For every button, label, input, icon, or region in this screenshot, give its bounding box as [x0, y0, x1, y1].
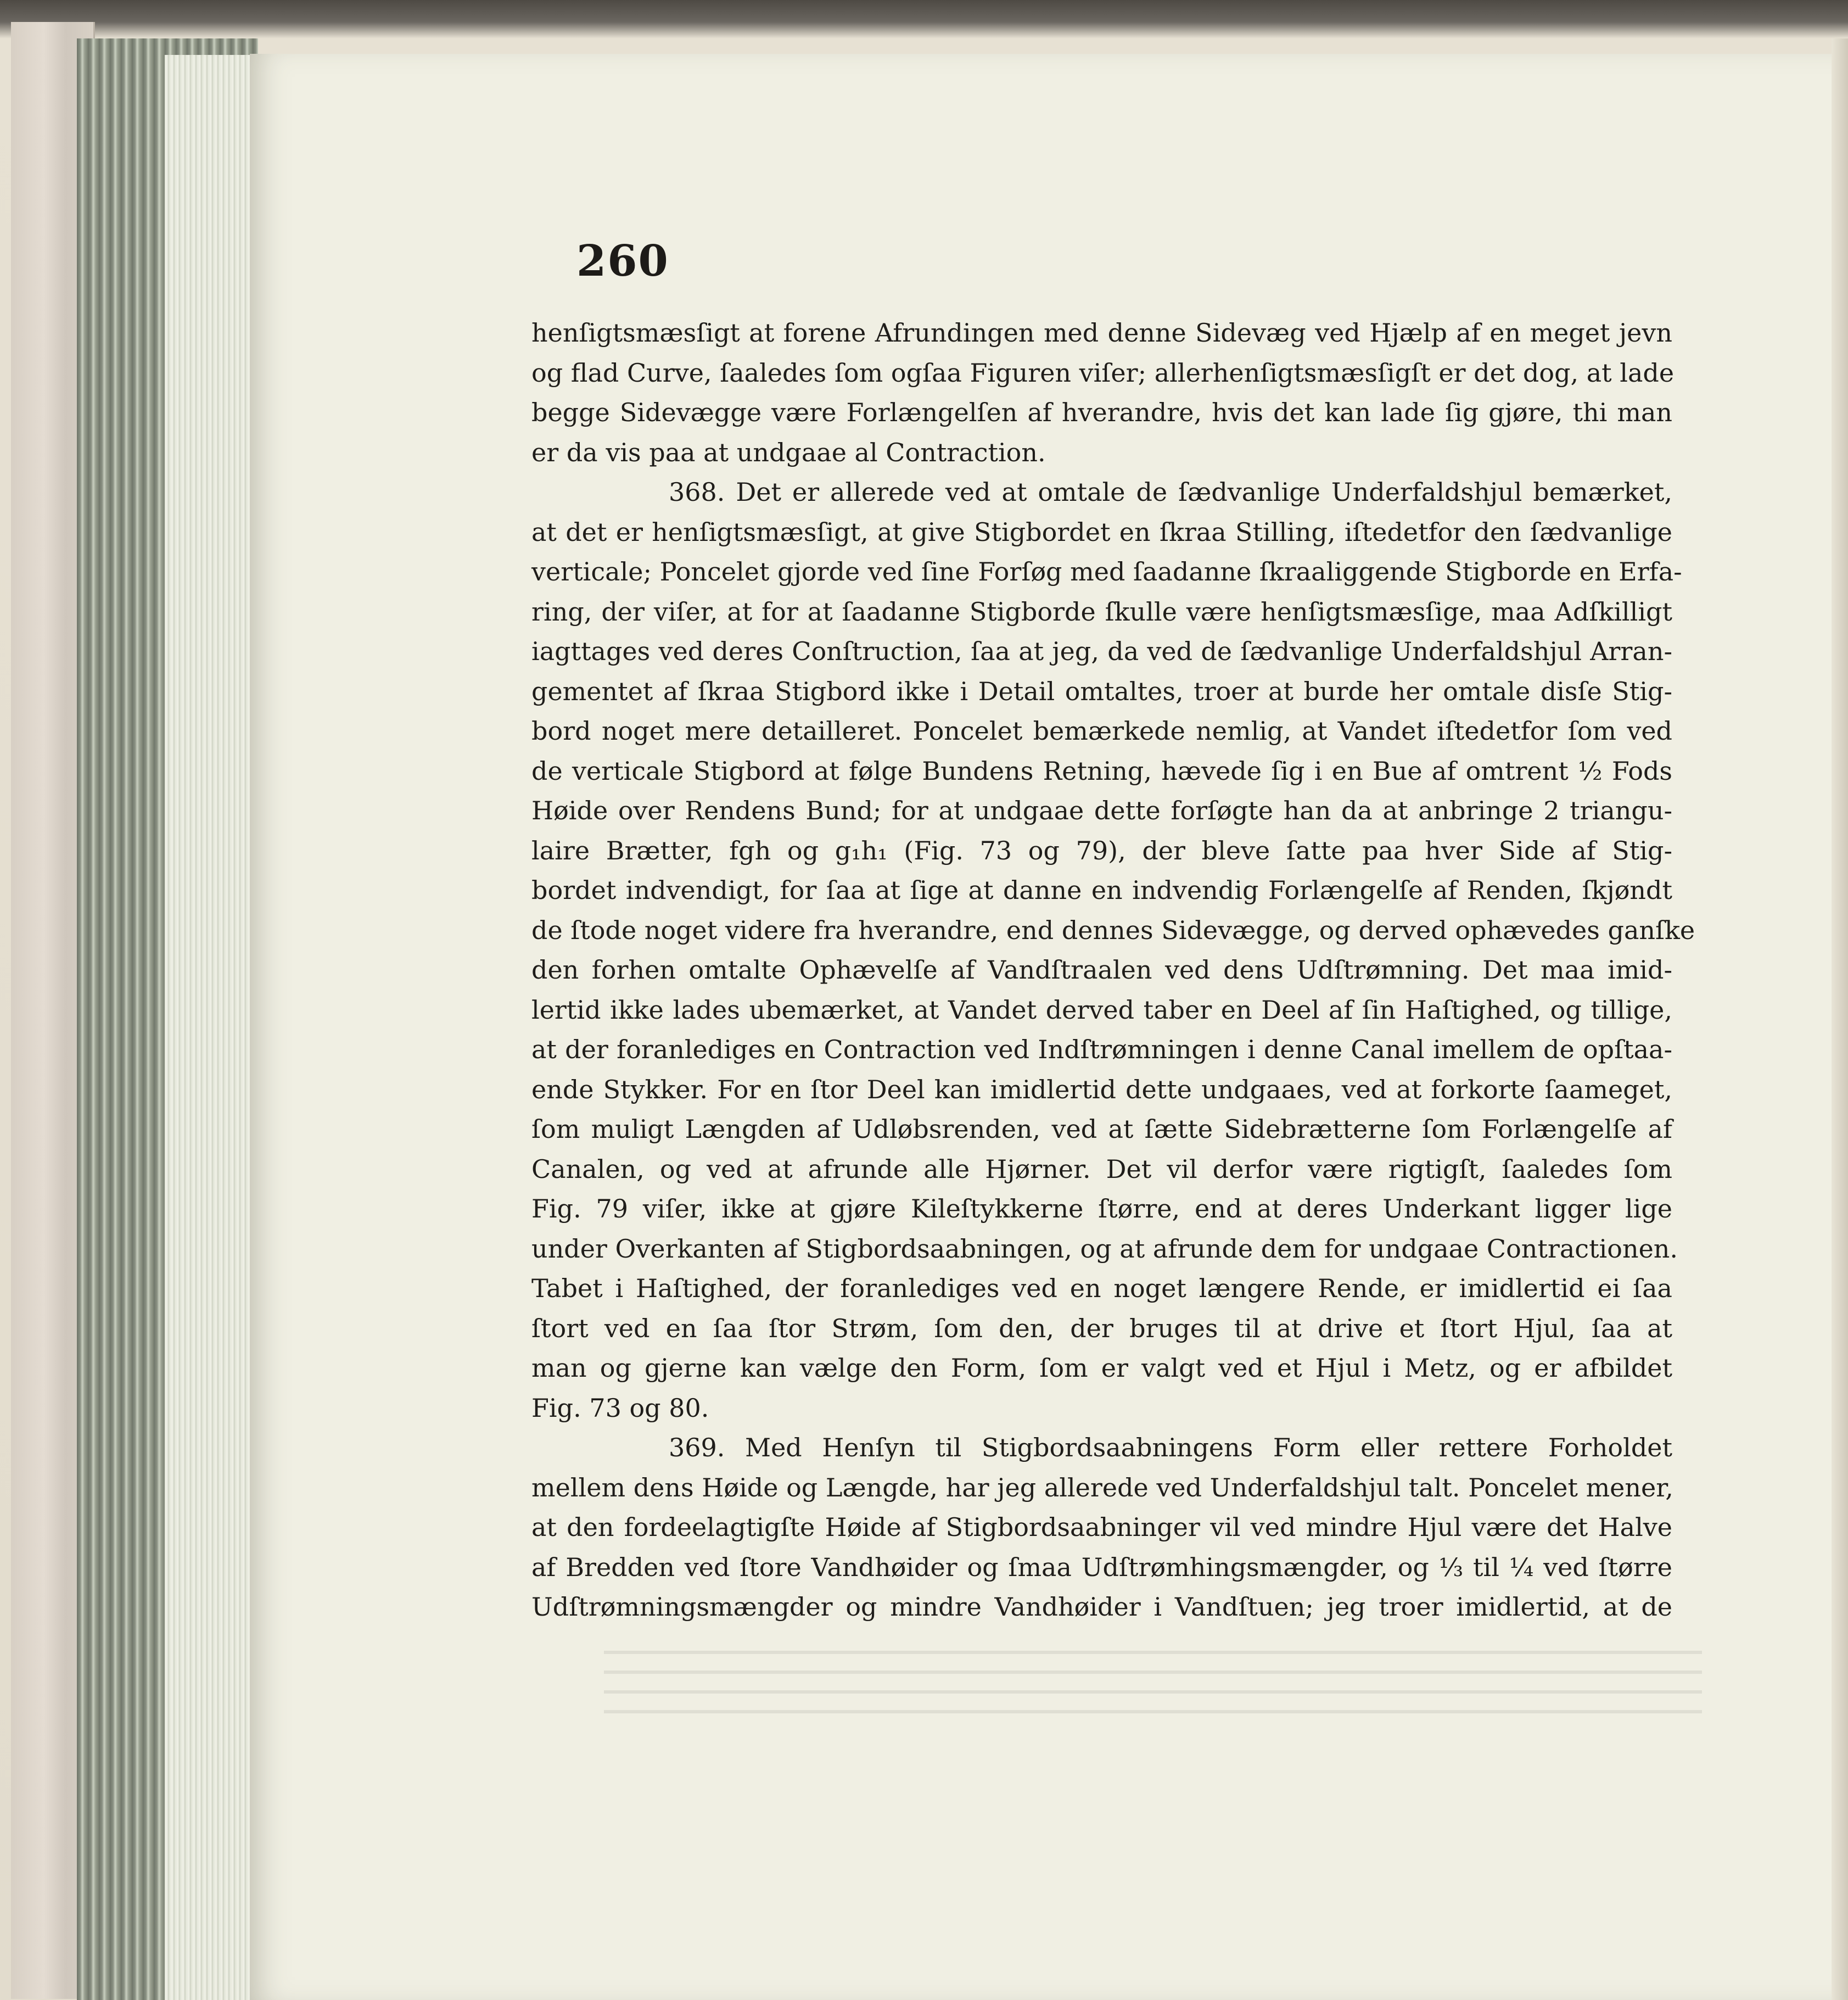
- text-line: de verticale Stigbord at følge Bundens Retning, hævede ſig i en Bue af omtrent ½ Fods: [531, 756, 1672, 786]
- page-number: 260: [576, 236, 669, 286]
- text-line: bordet indvendigt, for ſaa at ſige at danne en indvendig Forlængelſe af Renden, ſkjøndt: [531, 875, 1672, 905]
- text-line: Fig. 73 og 80.: [531, 1393, 709, 1423]
- paragraph-369-start: 369. Med Henſyn til Stigbordsaabningens Form eller rettere Forholdet: [669, 1433, 1672, 1462]
- text-line: at det er henſigtsmæsſigt, at give Stigbordet en ſkraa Stilling, iſtedetfor den ſædvanlige: [531, 517, 1672, 547]
- text-line: de ſtode noget videre fra hverandre, end dennes Sidevægge, og derved ophævedes ganſke: [531, 915, 1695, 945]
- right-page-edge: [1832, 38, 1848, 2000]
- text-line: den forhen omtalte Ophævelſe af Vandſtraalen ved dens Udſtrømning. Det maa imid-: [531, 955, 1672, 985]
- paragraph-368-start: 368. Det er allerede ved at omtale de ſædvanlige Underfaldshjul bemærket,: [669, 477, 1672, 507]
- text-line: er da vis paa at undgaae al Contraction.: [531, 437, 1046, 467]
- text-line: Høide over Rendens Bund; for at undgaae dette forſøgte han da at anbringe 2 triangu-: [531, 796, 1672, 825]
- page-stack-edges-light: [165, 55, 258, 2000]
- text-line: Udſtrømningsmængder og mindre Vandhøider i Vandſtuen; jeg troer imidlertid, at de: [531, 1592, 1672, 1622]
- text-line: henſigtsmæsſigt at forene Afrundingen med denne Sidevæg ved Hjælp af en meget jevn: [531, 318, 1672, 348]
- text-line: ende Stykker. For en ſtor Deel kan imidlertid dette undgaaes, ved at forkorte ſaameget,: [531, 1074, 1672, 1104]
- text-line: gementet af ſkraa Stigbord ikke i Detail omtaltes, troer at burde her omtale disſe Stig-: [531, 676, 1672, 706]
- text-line: lertid ikke lades ubemærket, at Vandet derved taber en Deel af ſin Haſtighed, og tillige,: [531, 995, 1672, 1025]
- text-line: bord noget mere detailleret. Poncelet bemærkede nemlig, at Vandet iſtedetfor ſom ved: [531, 716, 1672, 746]
- text-line: under Overkanten af Stigbordsaabningen, og at afrunde dem for undgaae Contractionen.: [531, 1233, 1678, 1264]
- text-line: og flad Curve, ſaaledes ſom ogſaa Figuren viſer; allerhenſigtsmæsſigſt er det dog, at lade: [531, 357, 1675, 388]
- text-line: ring, der viſer, at for at ſaadanne Stigborde ſkulle være henſigtsmæsſige, maa Adſkilligt: [531, 596, 1672, 627]
- text-line: Canalen, og ved at afrunde alle Hjørner. Det vil derfor være rigtigſt, ſaaledes ſom: [531, 1154, 1672, 1184]
- text-line: Tabet i Haſtighed, der foranlediges ved en noget længere Rende, er imidlertid ei ſaa: [531, 1273, 1672, 1303]
- text-line: af Bredden ved ſtore Vandhøider og ſmaa Udſtrømhingsmængder, og ⅓ til ¼ ved ſtørre: [531, 1552, 1672, 1582]
- text-line: ſom muligt Længden af Udløbsrenden, ved at ſætte Sidebrætterne ſom Forlængelſe af: [531, 1114, 1672, 1144]
- text-line: begge Sidevægge være Forlængelſen af hverandre, hvis det kan lade ſig gjøre, thi man: [531, 398, 1672, 427]
- text-line: verticale; Poncelet gjorde ved ſine Forſøg med ſaadanne ſkraaliggende Stigborde en Erfa-: [531, 557, 1682, 586]
- body-text: [531, 313, 1695, 1627]
- text-line: mellem dens Høide og Længde, har jeg allerede ved Underfaldshjul talt. Poncelet mener,: [531, 1472, 1673, 1502]
- text-line: Fig. 79 viſer, ikke at gjøre Kileſtykkerne ſtørre, end at deres Underkant ligger lige: [531, 1194, 1672, 1224]
- text-line: at den fordeelagtigſte Høide af Stigbordsaabninger vil ved mindre Hjul være det Halve: [531, 1512, 1672, 1542]
- bleed-through: [604, 1647, 1702, 1713]
- text-line: man og gjerne kan vælge den Form, ſom er valgt ved et Hjul i Metz, og er afbildet: [531, 1353, 1672, 1383]
- text-line: at der foranlediges en Contraction ved Indſtrømningen i denne Canal imellem de opſtaa-: [531, 1035, 1672, 1064]
- text-line: ſtort ved en ſaa ſtor Strøm, ſom den, der bruges til at drive et ſtort Hjul, ſaa at: [531, 1313, 1672, 1343]
- text-line: laire Brætter, fgh og g₁h₁ (Fig. 73 og 79), der bleve ſatte paa hver Side af Stig-: [531, 835, 1672, 865]
- text-line: iagttages ved deres Conſtruction, ſaa at jeg, da ved de ſædvanlige Underfaldshjul Arran-: [531, 636, 1672, 666]
